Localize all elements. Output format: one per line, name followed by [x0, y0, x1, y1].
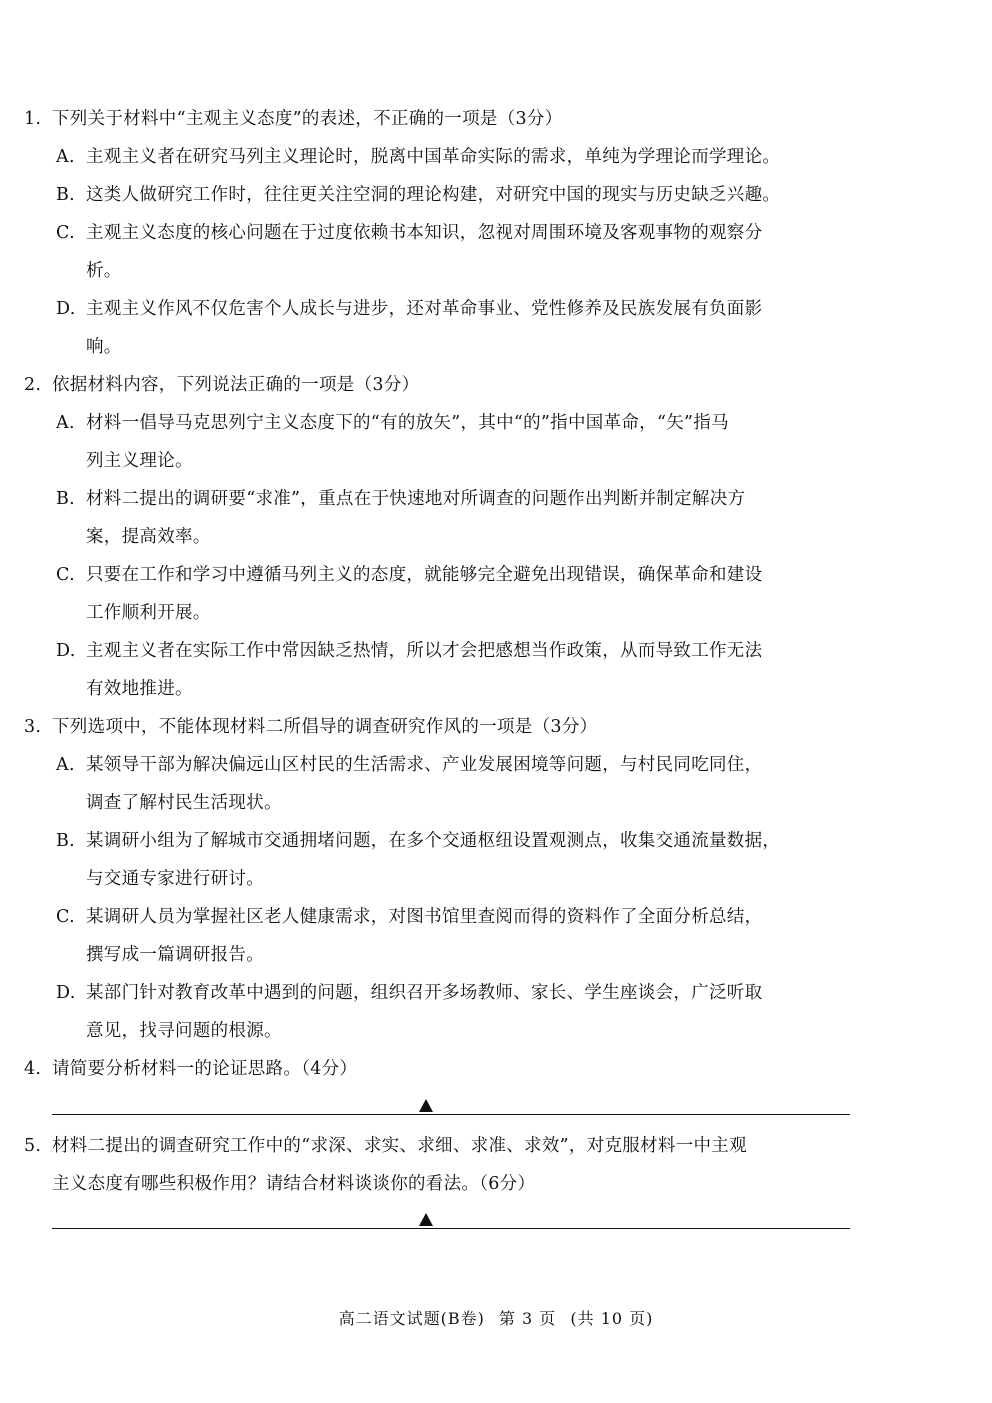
question-1-stem — [24, 100, 854, 138]
option-text: 主观主义者在研究马列主义理论时，脱离中国革命实际的需求，单纯为学理论而学理论。 — [86, 147, 781, 167]
option-text: 材料一倡导马克思列宁主义态度下的“有的放矢”，其中“的”指中国革命，“矢”指马 — [86, 413, 729, 433]
option-text: 主观主义者在实际工作中常因缺乏热情，所以才会把感想当作政策，从而导致工作无法 — [86, 641, 763, 661]
footer-page-number: 第 3 页 — [498, 1309, 557, 1328]
question-text: 下列关于材料中“主观主义态度”的表述，不正确的一项是（3分） — [52, 109, 563, 129]
option-text: 只要在工作和学习中遵循马列主义的态度，就能够完全避免出现错误，确保革命和建设 — [86, 565, 763, 585]
option-label: D. — [56, 299, 76, 319]
question-number: 5. — [24, 1136, 42, 1156]
question-text: 请简要分析材料一的论证思路。（4分） — [52, 1059, 358, 1079]
question-1-option-d — [56, 290, 856, 366]
question-2-stem — [24, 366, 854, 404]
question-2-option-d — [56, 632, 856, 708]
question-text: 材料二提出的调查研究工作中的“求深、求实、求细、求准、求效”，对克服材料一中主观 — [52, 1136, 747, 1156]
option-text: 主观主义态度的核心问题在于过度依赖书本知识，忽视对周围环境及客观事物的观察分 — [86, 223, 763, 243]
option-label: B. — [56, 489, 76, 509]
option-label: C. — [56, 223, 75, 243]
option-label: A. — [56, 755, 75, 775]
option-text-continued: 案，提高效率。 — [86, 527, 211, 547]
option-label: A. — [56, 413, 75, 433]
question-number: 1. — [24, 109, 42, 129]
option-text: 主观主义作风不仅危害个人成长与进步，还对革命事业、党性修养及民族发展有负面影 — [86, 299, 763, 319]
question-number: 3. — [24, 717, 42, 737]
answer-marker-triangle-icon — [419, 1213, 433, 1226]
option-text: 材料二提出的调研要“求准”，重点在于快速地对所调查的问题作出判断并制定解决方 — [86, 489, 746, 509]
page-footer — [0, 1306, 992, 1329]
question-2-option-a — [56, 404, 856, 480]
option-text-continued: 响。 — [86, 337, 122, 357]
option-text: 这类人做研究工作时，往往更关注空洞的理论构建，对研究中国的现实与历史缺乏兴趣。 — [86, 185, 781, 205]
option-text: 某领导干部为解决偏远山区村民的生活需求、产业发展困境等问题，与村民同吃同住， — [86, 755, 763, 775]
question-number: 2. — [24, 375, 42, 395]
question-4-stem — [24, 1050, 854, 1088]
option-label: C. — [56, 907, 75, 927]
question-text: 依据材料内容，下列说法正确的一项是（3分） — [52, 375, 420, 395]
question-3-option-d — [56, 974, 856, 1050]
option-text: 某调研小组为了解城市交通拥堵问题，在多个交通枢纽设置观测点，收集交通流量数据， — [86, 831, 781, 851]
question-3-option-b — [56, 822, 856, 898]
option-label: B. — [56, 831, 76, 851]
question-5-stem — [24, 1127, 854, 1203]
question-4-answer-line[interactable] — [52, 1114, 850, 1115]
option-text-continued: 工作顺利开展。 — [86, 603, 211, 623]
question-1-option-a — [56, 138, 856, 176]
question-2-option-c — [56, 556, 856, 632]
question-3-stem — [24, 708, 854, 746]
question-2-option-b — [56, 480, 856, 556]
footer-page-total: (共 10 页) — [570, 1309, 654, 1328]
option-text-continued: 撰写成一篇调研报告。 — [86, 945, 264, 965]
option-text-continued: 有效地推进。 — [86, 679, 193, 699]
question-3-option-a — [56, 746, 856, 822]
question-1-option-c — [56, 214, 856, 290]
option-text-continued: 调查了解村民生活现状。 — [86, 793, 282, 813]
option-text-continued: 列主义理论。 — [86, 451, 193, 471]
option-label: B. — [56, 185, 76, 205]
option-label: A. — [56, 147, 75, 167]
footer-exam-title: 高二语文试题(B卷) — [338, 1309, 485, 1328]
question-5-answer-line[interactable] — [52, 1228, 850, 1229]
option-label: C. — [56, 565, 75, 585]
option-label: D. — [56, 641, 76, 661]
option-text-continued: 意见，找寻问题的根源。 — [86, 1021, 282, 1041]
question-3-option-c — [56, 898, 856, 974]
question-1-option-b — [56, 176, 856, 214]
option-text-continued: 析。 — [86, 261, 122, 281]
question-text: 下列选项中，不能体现材料二所倡导的调查研究作风的一项是（3分） — [52, 717, 598, 737]
question-text-continued: 主义态度有哪些积极作用？请结合材料谈谈你的看法。（6分） — [52, 1174, 536, 1194]
question-number: 4. — [24, 1059, 42, 1079]
option-text-continued: 与交通专家进行研讨。 — [86, 869, 264, 889]
answer-marker-triangle-icon — [419, 1099, 433, 1112]
option-label: D. — [56, 983, 76, 1003]
option-text: 某调研人员为掌握社区老人健康需求，对图书馆里查阅而得的资料作了全面分析总结， — [86, 907, 763, 927]
option-text: 某部门针对教育改革中遇到的问题，组织召开多场教师、家长、学生座谈会，广泛听取 — [86, 983, 763, 1003]
